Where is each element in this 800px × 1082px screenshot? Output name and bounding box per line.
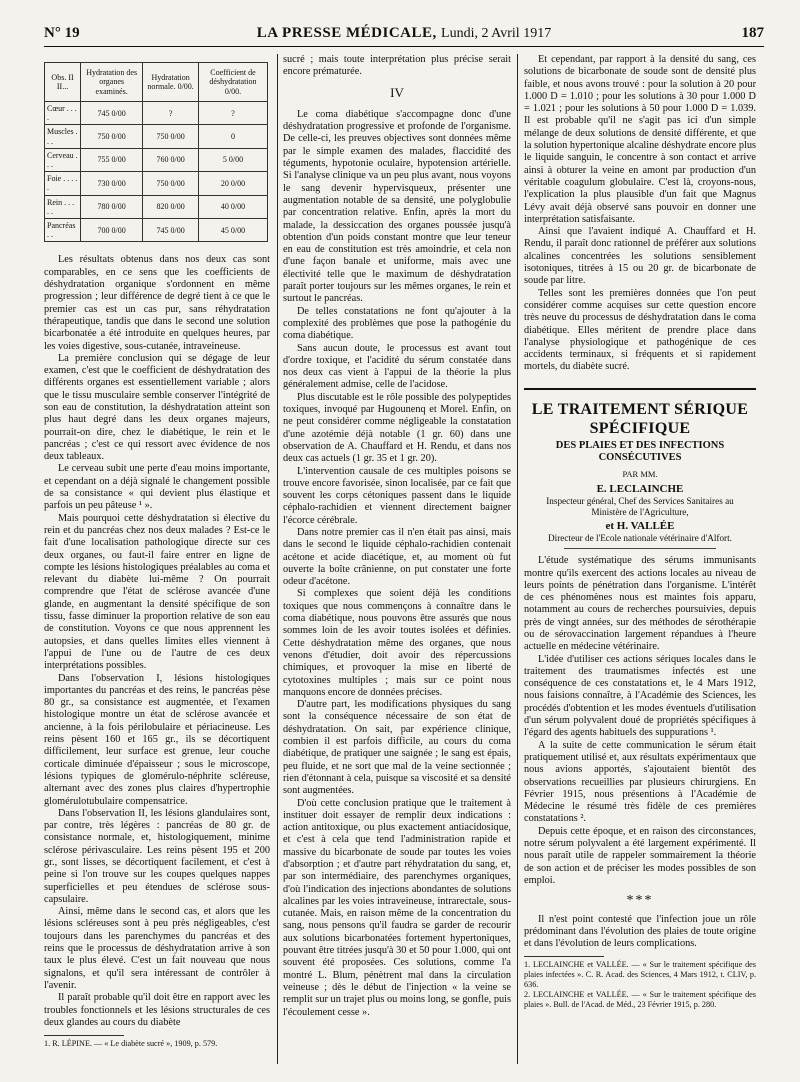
paragraph: Il paraît probable qu'il doit être en rapport avec les troubles fonctionnels et les lésions structurales de ces deux glandes au cours du diabète (44, 992, 270, 1028)
table-cell: 745 0/00 (81, 102, 143, 125)
paragraph: Si complexes que soient déjà les conditions toxiques que nous commençons à connaître dans le coma diabétique, nous pouvons être assurés que nous sommes loin de les avoir toutes isolées et définies. Cette déshydratation même des organes, que nous venons d'étudier, doit avoir des répercussions chimiques, et provoquer la mise en liberté de cytotoxines multiples ; mais sur ce point nous manquons encore de données précises. (283, 588, 511, 698)
table-cell: 750 0/00 (81, 125, 143, 148)
paragraph: Les résultats obtenus dans nos deux cas sont comparables, en ce sens que les coefficients de déshydratation organique s'ordonnent en même progression ; leur différence de degré tient à ce que le premier cas est un cas pur, sans réhydratation thérapeutique, tandis que dans le second une solution bicarbonatée a été introduite en quelques heures, par les voies digestive, sous-cutanée, intraveineuse. (44, 254, 270, 352)
dehydration-table (44, 62, 268, 242)
table-cell: 750 0/00 (143, 172, 199, 195)
column-3 (524, 54, 756, 1010)
footnote: 1. R. LÉPINE. — « Le diabète sucré », 1909, p. 579. (44, 1039, 218, 1049)
column-1 (44, 54, 270, 1049)
table-cell: Cerveau . . . (45, 148, 81, 171)
paragraph: Il n'est point contesté que l'infection joue un rôle prédominant dans l'évolution des plaies de toute origine et dans l'évolution de leurs complications. (524, 913, 756, 950)
paragraph: La première conclusion qui se dégage de leur examen, c'est que le coefficient de déshydratation des différents organes est essentiellement variable ; alors que le tissu musculaire semble conserver l'intégrité de son eau de constitution, la déshydratation atteint son plus haut degré dans les deux organes majeurs, pourrait-on dire, chez le diabétique, le rein et le pancréas ; c'est ce qui ressort avec évidence de nos deux tableaux. (44, 352, 270, 463)
table-row (45, 102, 268, 125)
page-number: 187 (741, 25, 764, 41)
column-1-text (44, 254, 270, 1029)
column-rule (277, 54, 278, 1064)
table-header-cell: Hydratation des organes examinés. (81, 63, 143, 102)
table-cell: 0 (198, 125, 267, 148)
table-cell: ? (143, 102, 199, 125)
table-header-cell: Obs. II II... (45, 63, 81, 102)
table-cell: Muscles . . . (45, 125, 81, 148)
footnote-rule (44, 1035, 124, 1036)
footnote: 1. LECLAINCHE et VALLÉE. — « Sur le traitement spécifique des plaies infectées ». C. R. Acad. des Sciences, 4 Mars 1912, t. CLIV, p. 636. (524, 960, 756, 990)
article-subtitle: DES PLAIES ET DES INFECTIONS CONSÉCUTIVES (555, 439, 725, 464)
footnote: 2. LECLAINCHE et VALLÉE. — « Sur le traitement spécifique des plaies ». Bull. de l'Acad. de Méd., 23 Février 1915, p. 280. (524, 990, 756, 1010)
table-cell: 700 0/00 (81, 219, 143, 242)
table-cell: ? (198, 102, 267, 125)
paragraph: A la suite de cette communication le sérum était pratiquement utilisé et, aux résultats expérimentaux que nous avions apportés, s'ajoutaient bientôt des observations recueillies par plusieurs chirurgiens. En Février 1915, nous présentions à l'Académie de Médecine le résumé très fidèle de ces premières constatations ². (524, 739, 756, 825)
table-cell: 745 0/00 (143, 219, 199, 242)
author-role: Inspecteur général, Chef des Services Sanitaires au Ministère de l'Agriculture, (546, 495, 734, 517)
table-row (45, 195, 268, 218)
paragraph: Et cependant, par rapport à la densité du sang, ces solutions de bicarbonate de soude sont de densité plus faible, et nous avons trouvé : pour la solution à 20 pour 1.000 D = 1.010 ; pour les solutions à 30 pour 1.000 D = 1.021 ; pour les solutions à 50 pour 1.000 D = 1.039. Il est probable qu'il ne s'agit pas ici d'un simple mélange de deux solutions de densité différente, et que la solution hypertonique alcaline déshydrate encore plus le liquide sanguin, le concentre à son contact et arrive ainsi à obturer la veine en amont par production d'un véritable coagulum globulaire. C'est là, croyons-nous, l'explication la plus plausible d'un fait que Magnus Lévy avait déjà observé sans pouvoir en donner une interprétation satisfaisante. (524, 54, 756, 225)
paragraph: Le cerveau subit une perte d'eau moins importante, et cependant on a déjà signalé le changement possible de sa consistance « qui devient plus élastique et parfois un peu pâteuse ¹ ». (44, 463, 270, 512)
paragraph: Telles sont les premières données que l'on peut considérer comme acquises sur cette question encore très neuve du processus de déshydratation dans le coma diabétique. Elles méritent de prendre place dans l'analyse physiologique et pathogénique de ces accidents terminaux, si fréquents et si rapidement mortels, du diabète sucré. (524, 287, 756, 373)
paragraph: L'idée d'utiliser ces actions sériques locales dans le traitement des traumatismes infectés est une conséquence de ces constatations et, le 4 Mars 1912, nous faisions connaître, à l'Académie des Sciences, les procédés d'obtention et les modes éventuels d'utilisation d'un sérum polyvalent doué de propriétés spécifiques à l'égard des agents habituels des suppurations ¹. (524, 653, 756, 739)
paragraph: Ainsi, même dans le second cas, et alors que les lésions scléreuses sont à peu près négligeables, c'est toujours dans les parenchymes du pancréas et des reins que le processus de déshydratation arrive à son taux le plus élevé. C'est un fait nouveau que nous signalons, et qu'il sera intéressant de contrôler à l'avenir. (44, 906, 270, 991)
paragraph: Depuis cette époque, et en raison des circonstances, notre sérum polyvalent a été largement expérimenté. Il nous paraît utile de rappeler sommairement la théorie de son action et de préciser les modes possibles de son emploi. (524, 825, 756, 886)
table-cell: Cœur . . . . (45, 102, 81, 125)
column-3-text (524, 54, 756, 374)
paragraph: Dans notre premier cas il n'en était pas ainsi, mais dans le second le liquide céphalo-rachidien contenait acétone et acide diacétique, et, au moment où fut ouverte la boîte crânienne, on put constater une forte odeur d'acétone. (283, 526, 511, 588)
title-rule (564, 548, 716, 549)
table-row (45, 125, 268, 148)
table-cell: 45 0/00 (198, 219, 267, 242)
continued-text: sucré ; mais toute interprétation plus précise serait encore prématurée. (283, 54, 511, 78)
journal-name: LA PRESSE MÉDICALE, (256, 25, 437, 41)
author-name: et H. VALLÉE (605, 519, 675, 532)
table-cell: 780 0/00 (81, 195, 143, 218)
section-stars: *** (626, 893, 654, 909)
author-name: E. LECLAINCHE (596, 482, 684, 495)
table-cell: Pancréas . . (45, 219, 81, 242)
table-header-cell: Coefficient de déshydratation 0/00. (198, 63, 267, 102)
table-cell: 5 0/00 (198, 148, 267, 171)
paragraph: L'étude systématique des sérums immunisants montre qu'ils exercent des actions locales au niveau de leurs points de pénétration dans l'organisme. L'intérêt de ces phénomènes nous est maintes fois apparu, notamment au cours de recherches poursuivies, depuis près de vingt années, sur des méthodes de sérothérapie ou de sérovaccination largement répandues à l'heure actuelle en médecine vétérinaire. (524, 555, 756, 653)
article-title: LE TRAITEMENT SÉRIQUE SPÉCIFIQUE (524, 388, 756, 438)
column-2 (283, 54, 511, 1019)
column-rule (517, 54, 518, 1064)
table-cell: Rein . . . . . (45, 195, 81, 218)
paragraph: Dans l'observation I, lésions histologiques importantes du pancréas et des reins, le pancréas pèse 80 gr., sa consistance est augmentée, et l'examen histologique montre un état de sclérose avancée et ancienne, à la fois périlobulaire et périacineuse. Les reins pèsent 160 et 165 gr., ils se décortiquent difficilement, leur surface est grenue, leur couche corticale diminuée d'épaisseur ; sous le microscope, lésions typiques de glomérulo-néphrite scléreuse, alternant avec des zones plus claires d'hypertrophie glomérulotubulaire compensatrice. (44, 672, 270, 807)
issue-number: N° 19 (44, 25, 80, 41)
issue-date: Lundi, 2 Avril 1917 (441, 26, 552, 41)
section-number: IV (390, 84, 404, 100)
table-row (45, 219, 268, 242)
table-cell: 750 0/00 (143, 125, 199, 148)
paragraph: Ainsi que l'avaient indiqué A. Chauffard et H. Rendu, il paraît donc rationnel de préférer aux solutions alcalines concentrées les solutions sensiblement isotoniques, titrées à 15 ou 20 gr. de bicarbonate de soude par litre. (524, 226, 756, 287)
paragraph: D'où cette conclusion pratique que le traitement à instituer doit essayer de remplir deux indications : action antitoxique, ou plus exactement antiacidosique, et c'est à cela que tend l'administration rapide et massive du bicarbonate de soude par toutes les voies d'absorption ; et d'autre part réhydratation du sang, et, par son intermédiaire, des parenchymes organiques, d'où l'indication des injections abondantes de solutions alcalines par les voies intraveineuse, intrarectale, sous-cutanée. Mais, en raison même de la concentration du sang, nous pensons qu'il faudra se garder de recourir aux solutions bicarbonatées fortement hypertoniques, pouvant être titrées jusqu'à 30 et 50 pour 1.000, qui ont souvent été proposées. Ces solutions, comme l'a montré L. Blum, pénètrent mal dans la circulation veineuse ; dès le début de l'injection « la veine se remplit sur un trajet plus ou moins long, se gonfle, puis l'écoulement cesse ». (283, 797, 511, 1018)
table-header-row (45, 63, 268, 102)
table-cell: 40 0/00 (198, 195, 267, 218)
table-row (45, 172, 268, 195)
author-role: Directeur de l'Ecole nationale vétérinaire d'Alfort. (548, 533, 732, 544)
footnotes (524, 960, 756, 1010)
byline-par: PAR MM. (622, 469, 658, 480)
table-cell: Foie . . . . . (45, 172, 81, 195)
paragraph: Mais pourquoi cette déshydratation si élective du rein et du pancréas chez nos deux malades ? Est-ce le fait d'une localisation pathologique directe sur ces deux organes, ou faut-il faire entrer en ligne de compte les lésions histologiques préalables au coma et relevant du diabète lui-même ? On pourrait comprendre que l'état de sclérose avancée d'une glande, en augmentant la densité spécifique de son tissu, fasse diminuer la proportion relative de son eau de constitution. Voyons ce que nous apprennent les autopsies, et dans quelles limites elles viennent à l'appui de l'une ou de l'autre de ces deux interprétations possibles. (44, 512, 270, 672)
paragraph: Dans l'observation II, les lésions glandulaires sont, par contre, très légères : pancréas de 80 gr. de consistance normale, et, histologiquement, minime sclérose périvasculaire. Les reins pèsent 195 et 200 gr., sont lisses, se décortiquent facilement, et c'est à peine si l'on trouve sur les coupes quelques nappes superficielles et peu étendues de sclérose sous-capsulaire. (44, 807, 270, 905)
table-cell: 820 0/00 (143, 195, 199, 218)
paragraph: D'autre part, les modifications physiques du sang sont la conséquence nécessaire de son état de déshydratation. On sait, par expérience clinique, combien il est parfois difficile, au cours du coma diabétique, de pratiquer une saignée ; le sang est épais, peu fluide, et ne sort que mal de la veine sectionnée ; rien d'étonnant à cela, puisque sa viscosité et sa densité sont augmentées. (283, 699, 511, 797)
table-header-cell: Hydratation normale. 0/00. (143, 63, 199, 102)
footnote-rule (524, 956, 604, 957)
table-cell: 760 0/00 (143, 148, 199, 171)
paragraph: Plus discutable est le rôle possible des polypeptides toxiques, invoqué par Hugounenq et Morel. Enfin, on ne peut considérer comme négligeable la constatation d'une azotémie déjà notable (1 gr. 60) dans une observation de A. Chauffard et H. Rendu, et dans nos deux cas actuels (1 gr. 35 et 1 gr. 20). (283, 391, 511, 465)
table-cell: 730 0/00 (81, 172, 143, 195)
table-cell: 20 0/00 (198, 172, 267, 195)
paragraph: L'intervention causale de ces multiples poisons se trouve encore favorisée, sinon localisée, par ce fait que souvent les corps cétoniques passent dans le liquide céphalo-rachidien et viennent directement baigner l'écorce cérébrale. (283, 465, 511, 526)
paragraph: Le coma diabétique s'accompagne donc d'une déshydratation progressive et profonde de l'organisme. De celle-ci, les preuves objectives sont données même par le simple examen des malades, flaccidité des téguments, hypotonie oculaire, hypotension artérielle. Si l'analyse clinique va un peu plus avant, nous voyons le sang devenir hypervisqueux, présenter une augmentation notable de sa densité, une polyglobulie par concentration relative. Enfin, après la mort du malade, la dessiccation des organes poussée jusqu'à obtention d'un poids constant montre que leur teneur en eau de constitution est très amoindrie, et cela non d'une façon banale et uniforme, mais avec une électivité telle que le maximum de déshydratation paraît porter toujours sur les mêmes organes, le rein et surtout le pancréas. (283, 108, 511, 305)
table-body (45, 102, 268, 242)
paragraph: Sans aucun doute, le processus est avant tout d'ordre toxique, et l'acidité du sérum constatée dans nos deux cas vient à l'appui de la théorie la plus généralement admise, celle de l'acidose. (283, 342, 511, 391)
article-text (524, 555, 756, 887)
table-cell: 755 0/00 (81, 148, 143, 171)
table-row (45, 148, 268, 171)
page-header (44, 22, 764, 47)
column-2-text (283, 109, 511, 1019)
journal-title (44, 25, 764, 42)
paragraph: De telles constatations ne font qu'ajouter à la complexité des problèmes que pose la pathogénie du coma diabétique. (283, 305, 511, 342)
